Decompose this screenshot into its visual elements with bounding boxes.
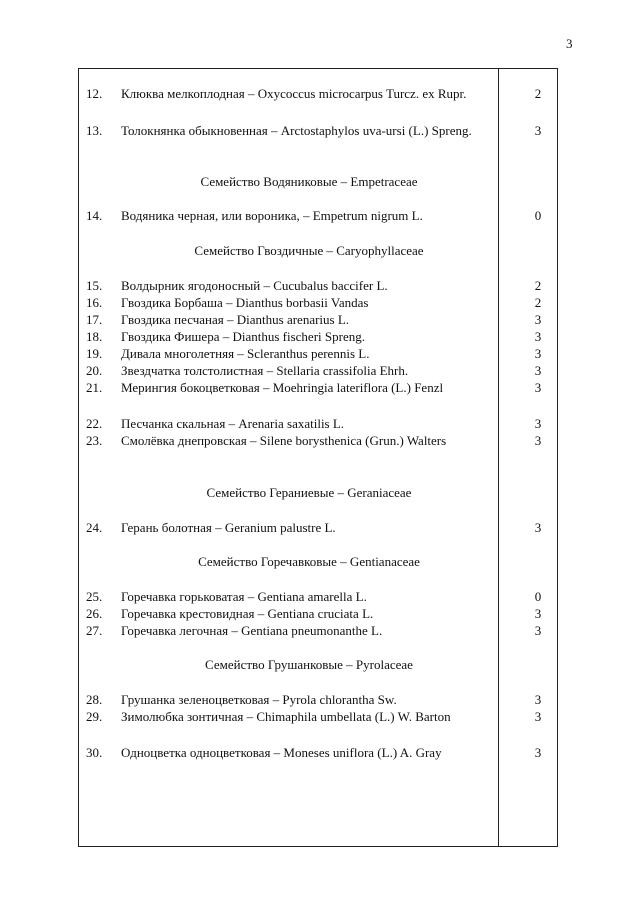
species-name: Горечавка горьковатая – Gentiana amarella L. (121, 589, 367, 604)
row-number: 29. (86, 709, 103, 724)
row-number: 15. (86, 278, 103, 293)
category-value: 3 (534, 606, 542, 621)
row-number: 26. (86, 606, 103, 621)
species-name: Гвоздика песчаная – Dianthus arenarius L. (121, 312, 350, 327)
species-name: Толокнянка обыкновенная – Arctostaphylos uva-ursi (L.) Spreng. (121, 123, 472, 138)
row-number: 16. (86, 295, 103, 310)
species-name: Дивала многолетняя – Scleranthus perennis L. (121, 346, 370, 361)
category-value: 3 (534, 623, 542, 638)
family-heading: Семейство Гвоздичные – Caryophyllaceae (194, 243, 424, 258)
category-value: 3 (534, 363, 542, 378)
column-divider (498, 68, 499, 847)
row-number: 14. (86, 208, 103, 223)
family-heading: Семейство Водяниковые – Empetraceae (200, 174, 418, 189)
row-number: 18. (86, 329, 103, 344)
family-heading: Семейство Горечавковые – Gentianaceae (198, 554, 420, 569)
row-number: 27. (86, 623, 103, 638)
row-number: 17. (86, 312, 103, 327)
species-name: Герань болотная – Geranium palustre L. (121, 520, 336, 535)
category-value: 3 (534, 123, 542, 138)
category-value: 2 (534, 295, 542, 310)
family-heading: Семейство Грушанковые – Pyrolaceae (205, 657, 413, 672)
species-name: Гвоздика Фишера – Dianthus fischeri Spreng. (121, 329, 365, 344)
category-value: 0 (534, 589, 542, 604)
species-name: Мерингия бокоцветковая – Moehringia lateriflora (L.) Fenzl (121, 380, 444, 395)
species-name: Зимолюбка зонтичная – Chimaphila umbellata (L.) W. Barton (121, 709, 451, 724)
row-number: 13. (86, 123, 103, 138)
category-value: 3 (534, 520, 542, 535)
species-name: Водяника черная, или вороника, – Empetrum nigrum L. (121, 208, 423, 223)
category-value: 3 (534, 329, 542, 344)
row-number: 19. (86, 346, 103, 361)
species-name: Смолёвка днепровская – Silene borysthenica (Grun.) Walters (121, 433, 447, 448)
category-value: 2 (534, 278, 542, 293)
row-number: 21. (86, 380, 103, 395)
species-name: Звездчатка толстолистная – Stellaria crassifolia Ehrh. (121, 363, 409, 378)
species-name: Грушанка зеленоцветковая – Pyrola chlorantha Sw. (121, 692, 397, 707)
category-value: 3 (534, 416, 542, 431)
species-name: Волдырник ягодоносный – Cucubalus baccifer L. (121, 278, 388, 293)
species-name: Одноцветка одноцветковая – Moneses uniflora (L.) A. Gray (121, 745, 442, 760)
family-heading: Семейство Гераниевые – Geraniaceae (206, 485, 412, 500)
species-name: Горечавка легочная – Gentiana pneumonanthe L. (121, 623, 383, 638)
row-number: 20. (86, 363, 103, 378)
species-name: Горечавка крестовидная – Gentiana cruciata L. (121, 606, 374, 621)
category-value: 3 (534, 709, 542, 724)
category-value: 2 (534, 86, 542, 101)
row-number: 12. (86, 86, 103, 101)
row-number: 23. (86, 433, 103, 448)
category-value: 3 (534, 433, 542, 448)
category-value: 3 (534, 312, 542, 327)
row-number: 24. (86, 520, 103, 535)
category-value: 3 (534, 745, 542, 760)
row-number: 28. (86, 692, 103, 707)
row-number: 22. (86, 416, 103, 431)
species-name: Клюква мелкоплодная – Oxycoccus microcarpus Turcz. ex Rupr. (121, 86, 467, 101)
row-number: 25. (86, 589, 103, 604)
category-value: 0 (534, 208, 542, 223)
species-name: Гвоздика Борбаша – Dianthus borbasii Vandas (121, 295, 369, 310)
page-number: 3 (566, 36, 573, 51)
category-value: 3 (534, 692, 542, 707)
species-name: Песчанка скальная – Arenaria saxatilis L. (121, 416, 345, 431)
category-value: 3 (534, 380, 542, 395)
row-number: 30. (86, 745, 103, 760)
category-value: 3 (534, 346, 542, 361)
